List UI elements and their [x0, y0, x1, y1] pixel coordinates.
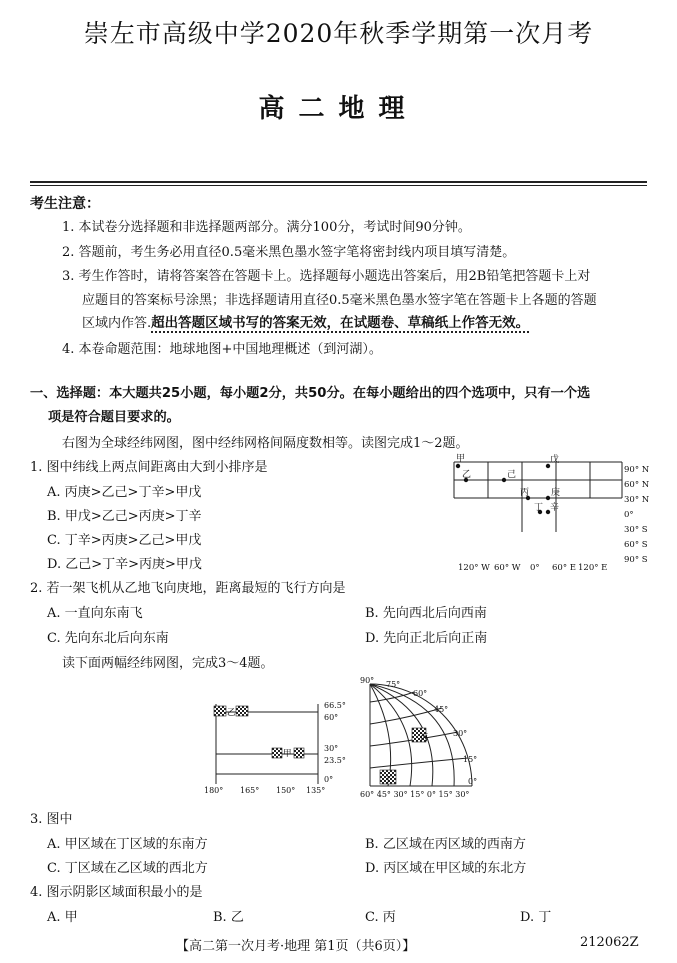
lon-120w: 120° W	[458, 563, 490, 573]
lon-135: 135°	[306, 786, 326, 795]
lat-60: 60°	[324, 713, 339, 722]
lon-120e: 120° E	[578, 563, 608, 573]
q4-option-c: C. 丙	[365, 910, 396, 925]
q1-option-a: A. 丙庚>乙己>丁辛>甲戊	[47, 485, 202, 500]
region-jia-label: 甲	[283, 749, 292, 759]
exam-title: 崇左市高级中学2020年秋季学期第一次月考	[83, 19, 594, 48]
q2-option-b: B. 先向西北后向西南	[365, 606, 487, 621]
bottom-lon-labels: 60° 45° 30° 15° 0° 15° 30°	[360, 790, 470, 799]
notice-item-2: 2. 答题前，考生务必用直径0.5毫米黑色墨水签字笔将密封线内项目填写清楚。	[62, 245, 516, 260]
question-1-stem: 1. 图中纬线上两点间距离由大到小排序是	[30, 460, 268, 475]
region-bing-label: 丙	[420, 733, 428, 742]
region-jia-hatch-left	[272, 748, 282, 758]
notice-heading: 考生注意：	[30, 196, 100, 212]
notice-item-1: 1. 本试卷分选择题和非选择题两部分。满分100分，考试时间90分钟。	[62, 220, 471, 235]
arc-45: 45°	[434, 705, 449, 714]
lat-90n: 90° N	[624, 465, 650, 475]
q1-option-d: D. 乙己>丁辛>丙庚>甲戊	[47, 557, 202, 572]
q2-option-d: D. 先向正北后向正南	[365, 631, 488, 646]
lon-165: 165°	[240, 786, 260, 795]
lat-0: 0°	[324, 775, 334, 784]
notice-emphasis: 超出答题区域书写的答案无效，在试题卷、草稿纸上作答无效。	[151, 315, 530, 331]
lat-30n: 30° N	[624, 495, 650, 505]
lat-66-5: 66.5°	[324, 701, 346, 710]
label-ding: 丁	[534, 503, 544, 513]
notice-item-3-cont: 应题目的答案标号涂黑；非选择题请用直径0.5毫米黑色墨水签字笔在答题卡上各题的答题	[82, 293, 597, 308]
lat-30: 30°	[324, 744, 339, 753]
lon-150: 150°	[276, 786, 296, 795]
lon-60e: 60° E	[552, 563, 576, 573]
label-jia: 甲	[456, 454, 466, 464]
section-heading: 一、选择题：本大题共25小题，每小题2分，共50分。在每小题给出的四个选项中，只有一个选	[30, 386, 591, 401]
label-ji: 己	[507, 470, 517, 480]
global-graticule-map	[444, 450, 664, 578]
lon-180: 180°	[204, 786, 224, 795]
point-ji	[502, 478, 506, 482]
question-4-stem: 4. 图示阴影区域面积最小的是	[30, 885, 203, 900]
point-jia	[456, 464, 460, 468]
notice-item-4: 4. 本卷命题范围：地球地图+中国地理概述（到河湖）。	[62, 342, 382, 357]
label-wu: 戊	[550, 455, 560, 465]
polar-graticule-map	[358, 674, 488, 802]
q3-option-c: C. 丁区域在乙区域的西北方	[47, 861, 208, 876]
lat-60n: 60° N	[624, 480, 650, 490]
label-yi: 乙	[462, 470, 472, 480]
q2-option-a: A. 一直向东南飞	[47, 606, 143, 621]
q1-option-c: C. 丁辛>丙庚>乙己>甲戊	[47, 533, 202, 548]
intro-q1-2: 右图为全球经纬网图，图中经纬网格间隔度数相等。读图完成1～2题。	[62, 436, 469, 451]
rectangular-graticule-map	[196, 692, 356, 800]
region-ding-label: 丁	[384, 775, 392, 784]
label-xin: 辛	[550, 503, 560, 513]
region-yi-hatch-right	[236, 706, 248, 716]
lon-60w: 60° W	[494, 563, 521, 573]
arc-15: 15°	[463, 755, 478, 764]
notice-item-3: 3. 考生作答时，请将答案答在答题卡上。选择题每小题选出答案后，用2B铅笔把答题卡上对	[62, 269, 591, 284]
arc-60: 60°	[413, 689, 428, 698]
label-bing: 丙	[520, 488, 530, 498]
q4-option-b: B. 乙	[213, 910, 244, 925]
q3-option-b: B. 乙区域在丙区域的西南方	[365, 837, 526, 852]
lat-90s: 90° S	[624, 555, 648, 565]
label-geng: 庚	[551, 488, 561, 498]
lon-0: 0°	[530, 563, 540, 573]
notice-item-3-end	[82, 311, 529, 331]
subject-title: 高二地理	[258, 94, 419, 124]
q3-option-d: D. 丙区域在甲区域的东北方	[365, 861, 527, 876]
q4-option-d: D. 丁	[520, 910, 552, 925]
lat-0: 0°	[624, 510, 634, 520]
lat-30s: 30° S	[624, 525, 648, 535]
lat-23-5: 23.5°	[324, 756, 346, 765]
header-divider-top	[30, 181, 647, 183]
page-footer: 【高二第一次月考·地理 第1页（共6页）】	[176, 939, 416, 954]
question-3-stem: 3. 图中	[30, 812, 73, 827]
arc-90: 90°	[360, 676, 375, 685]
intro-q3-4: 读下面两幅经纬网图，完成3～4题。	[62, 656, 274, 671]
lat-60s: 60° S	[624, 540, 648, 550]
q2-option-c: C. 先向东北后向东南	[47, 631, 169, 646]
region-yi-hatch-left	[214, 706, 226, 716]
region-jia-hatch-right	[294, 748, 304, 758]
exam-code: 212062Z	[580, 935, 639, 950]
notice-item-3-tail: 区域内作答.	[82, 316, 152, 331]
arc-0: 0°	[468, 777, 478, 786]
q1-option-b: B. 甲戊>乙己>丙庚>丁辛	[47, 509, 202, 524]
region-yi-label: 乙	[227, 708, 236, 718]
q4-option-a: A. 甲	[47, 910, 78, 925]
q3-option-a: A. 甲区域在丁区域的东南方	[47, 837, 208, 852]
section-heading-cont: 项是符合题目要求的。	[48, 410, 180, 425]
question-2-stem: 2. 若一架飞机从乙地飞向庚地，距离最短的飞行方向是	[30, 581, 346, 596]
arc-30: 30°	[453, 729, 468, 738]
header-divider-bottom	[30, 185, 647, 186]
point-geng	[546, 496, 550, 500]
arc-75: 75°	[386, 680, 401, 689]
